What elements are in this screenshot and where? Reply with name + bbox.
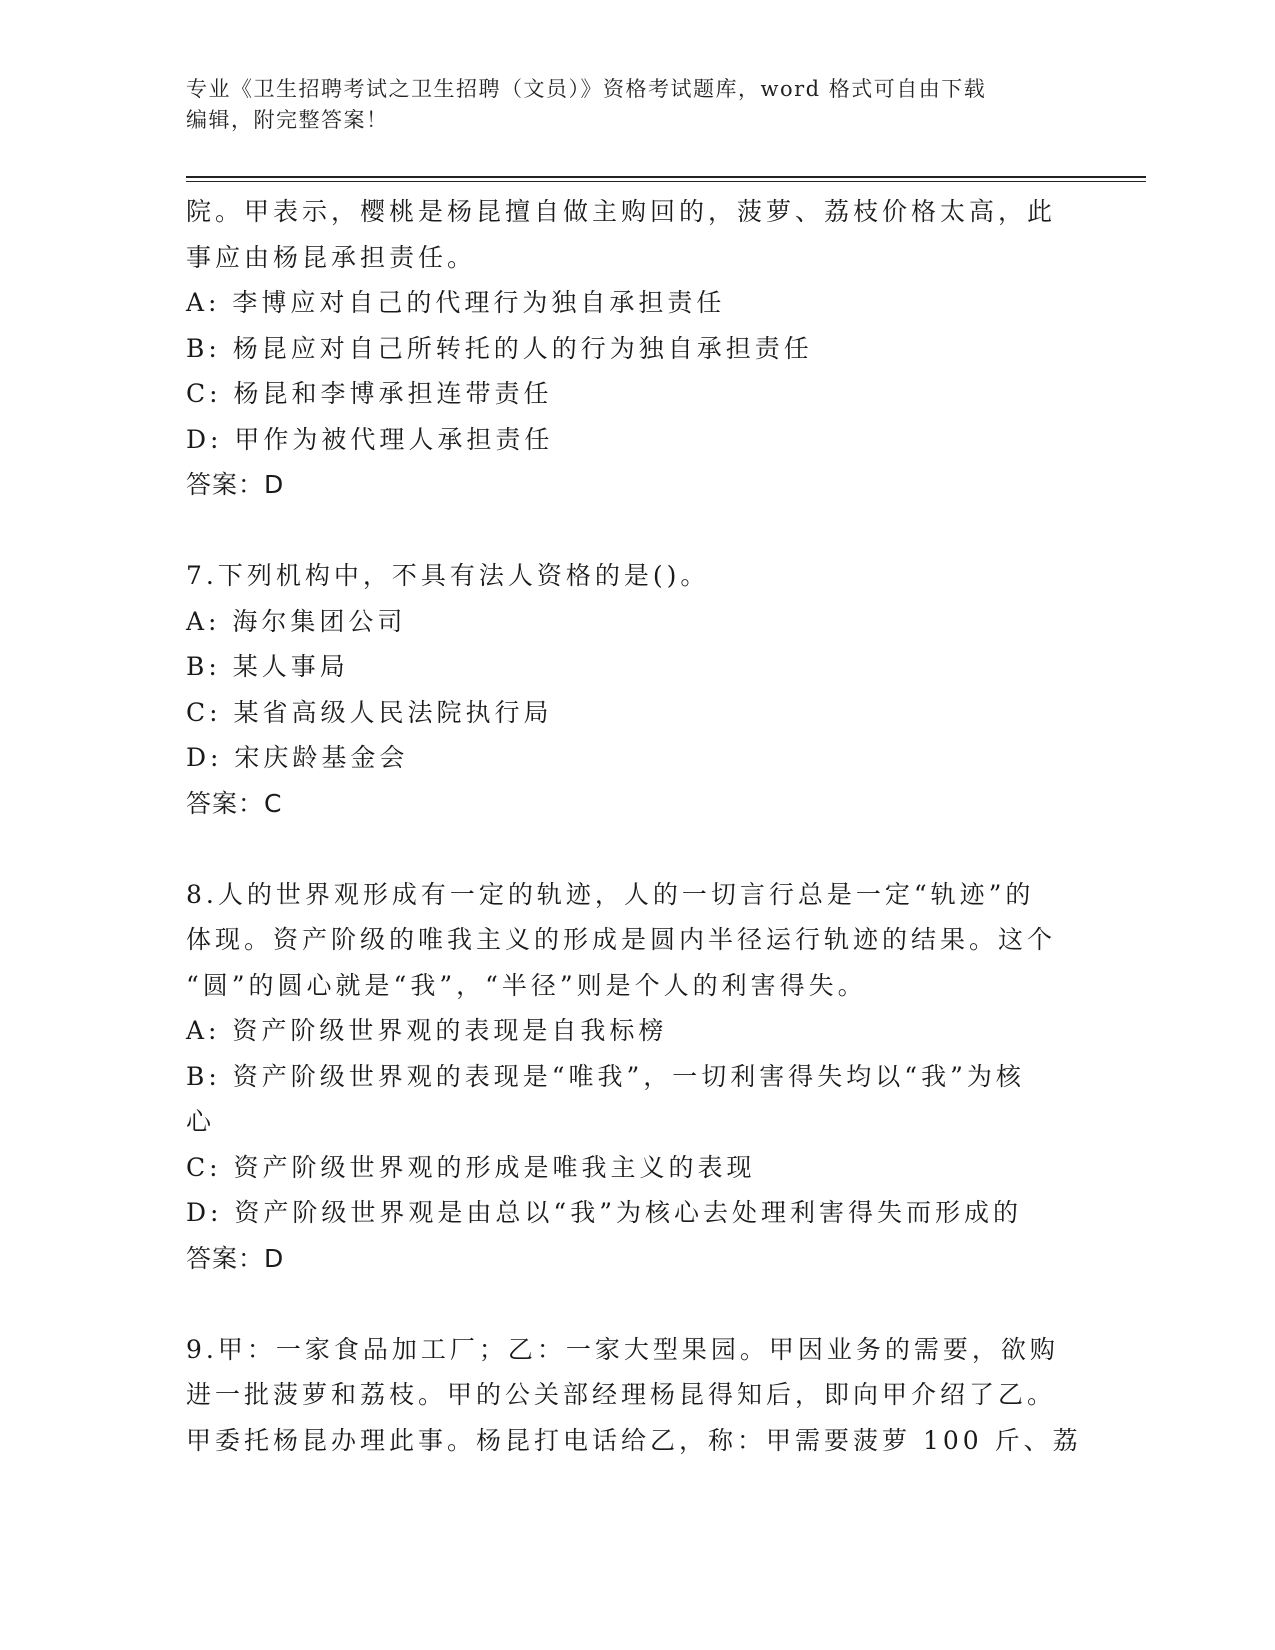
question-8-stem-3: “圆”的圆心就是“我”，“半径”则是个人的利害得失。 — [186, 970, 867, 1000]
question-9-stem-2: 进一批菠萝和荔枝。甲的公关部经理杨昆得知后，即向甲介绍了乙。 — [186, 1380, 1057, 1409]
question-8-answer: 答案：D — [186, 1243, 285, 1273]
question-6-stem-continued-1: 院。甲表示，樱桃是杨昆擅自做主购回的，菠萝、荔枝价格太高，此 — [186, 197, 1057, 226]
question-9 — [186, 1327, 1086, 1464]
question-8-option-b-1: B: 资产阶级世界观的表现是“唯我”，一切利害得失均以“我”为核 — [186, 1061, 1025, 1091]
question-6-stem-continued-2: 事应由杨昆承担责任。 — [186, 242, 477, 272]
question-7-option-d: D: 宋庆龄基金会 — [186, 743, 409, 772]
question-8-option-a: A: 资产阶级世界观的表现是自我标榜 — [186, 1016, 668, 1045]
question-7 — [186, 553, 1086, 826]
document-header — [186, 74, 1086, 136]
header-line-1: 专业《卫生招聘考试之卫生招聘（文员）》资格考试题库，word 格式可自由下载 — [186, 77, 987, 101]
question-9-stem-3: 甲委托杨昆办理此事。杨昆打电话给乙，称：甲需要菠萝 100 斤、荔 — [186, 1425, 1082, 1455]
header-rule-thin — [186, 181, 1146, 182]
document-body — [186, 189, 1086, 1463]
header-line-2: 编辑，附完整答案！ — [186, 108, 389, 132]
question-6-option-a: A: 李博应对自己的代理行为独自承担责任 — [186, 288, 726, 317]
question-6-option-b: B: 杨昆应对自己所转托的人的行为独自承担责任 — [186, 333, 813, 363]
question-spacer — [186, 826, 1086, 872]
question-7-option-b: B: 某人事局 — [186, 652, 349, 681]
question-7-stem: 7.下列机构中，不具有法人资格的是()。 — [186, 561, 710, 590]
question-8-option-d: D: 资产阶级世界观是由总以“我”为核心去处理利害得失而形成的 — [186, 1198, 1022, 1227]
question-spacer — [186, 508, 1086, 554]
question-6-option-c: C: 杨昆和李博承担连带责任 — [186, 379, 553, 408]
question-8-stem-2: 体现。资产阶级的唯我主义的形成是圆内半径运行轨迹的结果。这个 — [186, 925, 1057, 954]
question-7-option-a: A: 海尔集团公司 — [186, 606, 407, 636]
question-8-option-b-2: 心 — [186, 1107, 216, 1136]
question-9-stem-1: 9.甲：一家食品加工厂；乙：一家大型果园。甲因业务的需要，欲购 — [186, 1334, 1059, 1364]
question-7-answer: 答案：C — [186, 788, 283, 818]
question-6-answer: 答案：D — [186, 470, 285, 499]
question-6 — [186, 189, 1086, 508]
question-7-option-c: C: 某省高级人民法院执行局 — [186, 697, 553, 727]
header-rule-thick — [186, 176, 1146, 178]
question-8-option-c: C: 资产阶级世界观的形成是唯我主义的表现 — [186, 1152, 756, 1182]
question-8-stem-1: 8.人的世界观形成有一定的轨迹，人的一切言行总是一定“轨迹”的 — [186, 879, 1035, 909]
question-spacer — [186, 1281, 1086, 1327]
question-8 — [186, 872, 1086, 1282]
question-6-option-d: D: 甲作为被代理人承担责任 — [186, 424, 554, 454]
